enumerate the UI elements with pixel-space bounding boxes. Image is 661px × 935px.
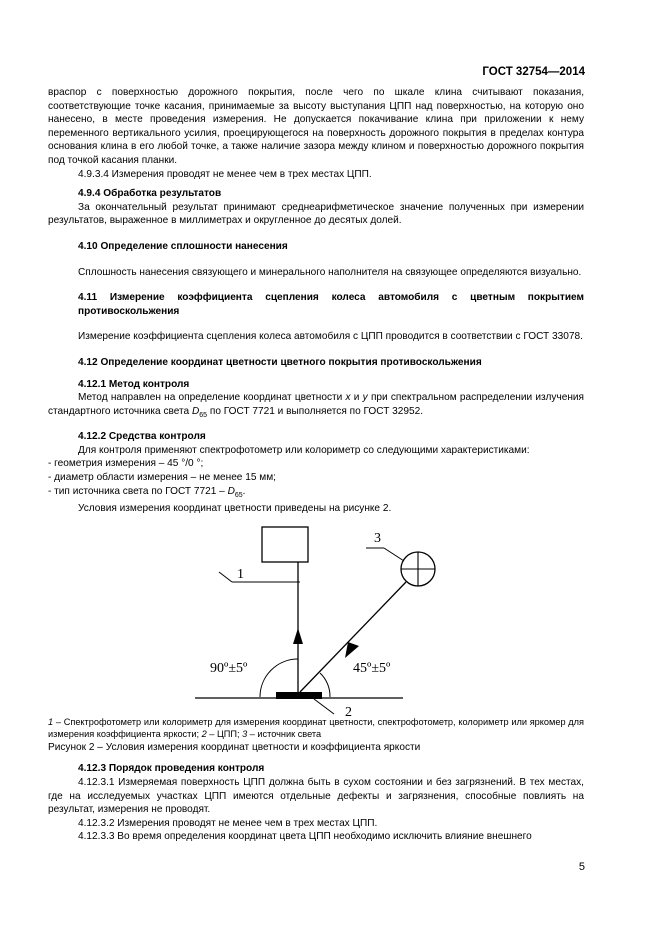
list-item: - тип источника света по ГОСТ $7721 - D_{65}$. [48, 485, 246, 499]
paragraph: Метод направлен на определение координат цветности x и y при спектральном распределении излучения стандартного источника света $D_{65}$ по ГОСТ 7721 и выполняется по ГОСТ 32952. [48, 392, 585, 419]
paragraph: Для контроля применяют спектрофотометр или колориметр со следующими характеристиками: [78, 444, 530, 456]
incident-arrow [345, 642, 359, 658]
paragraph: 4.12.3.2 Измерения проводят не менее чем в трех местах ЦПП. [78, 817, 378, 829]
angle-arc-90 [260, 659, 298, 697]
figure-caption: 1 – Спектрофотометр или колориметр для измерения координат цветности, спектрофотометр, колориметр или яркомер для измерения коэффициента яркости; 2 – ЦПП; 3 – источник света [48, 716, 584, 740]
angle-label-45: 45º±5º [353, 660, 391, 676]
section-heading: 4.10 Определение сплошности нанесения [78, 240, 288, 252]
section-heading: 4.12.3 Порядок проведения контроля [78, 763, 265, 775]
document-header: ГОСТ 32754—2014 [482, 66, 585, 78]
document-body [48, 86, 584, 844]
measurement-geometry-diagram [48, 516, 584, 716]
page-number: 5 [578, 861, 585, 873]
list-item: - геометрия измерения – 45 °/0 °; [48, 458, 204, 470]
reflection-arrow [293, 628, 303, 644]
instrument-box [262, 527, 308, 562]
section-heading: 4.12.1 Метод контроля [78, 378, 190, 390]
section-heading: 4.12.2 Средства контроля [78, 431, 206, 443]
label-1: 1 [237, 566, 244, 582]
sample-cpp [276, 692, 322, 699]
section-heading: 4.11 Измерение коэффициента сцепления колеса автомобиля с цветным покрытием противоскольжения [78, 292, 584, 317]
paragraph: 4.12.3.1 Измеряемая поверхность ЦПП должна быть в сухом состоянии и без загрязнений. В тех местах, где на исследуемых участках ЦПП имеются отдельные дефекты и загрязнения, способные повлиять на результат, измерения не проводят. [48, 777, 584, 816]
label-2: 2 [345, 704, 352, 716]
paragraph: Измерение коэффициента сцепления колеса автомобиля с ЦПП проводится в соответствии с ГОСТ 33078. [78, 331, 583, 343]
label-2-leader [314, 699, 334, 714]
label-3-leader [384, 548, 404, 561]
paragraph: За окончательный результат принимают среднеарифметическое значение полученных при измерении результатов, выраженное в миллиметрах и округленное до десятых долей. [48, 201, 584, 227]
label-1-leader [219, 572, 232, 582]
paragraph: Сплошность нанесения связующего и минерального наполнителя на связующее определяются визуально. [78, 266, 582, 278]
figure-diagram [48, 516, 584, 716]
label-3: 3 [374, 530, 381, 546]
figure-title: Рисунок 2 – Условия измерения координат цветности и коэффициента яркости [48, 741, 421, 753]
paragraph: 4.9.3.4 Измерения проводят не менее чем в трех местах ЦПП. [78, 168, 372, 180]
angle-label-90: 90º±5º [210, 660, 248, 676]
list-item: - диаметр области измерения – не менее 15 мм; [48, 472, 276, 484]
paragraph: Условия измерения координат цветности приведены на рисунке 2. [78, 503, 392, 515]
section-heading: 4.12 Определение координат цветности цветного покрытия противоскольжения [78, 356, 482, 368]
paragraph: враспор с поверхностью дорожного покрытия, после чего по шкале клина считывают показания, соответствующие точке касания, принимаемые за высоту выступания ЦПП над поверхностью, на которую оно нанесено, в месте проведения измерения. Не допускается покачивание клина при приложении к нему переменного вертикального усилия, проецирующегося на поверхность дорожного покрытия в пределах контура основания клина в его любой точке, а также наличие зазора между клином и поверхностью дорожного покрытия под точкой касания планки. [48, 87, 584, 166]
paragraph: 4.12.3.3 Во время определения координат цвета ЦПП необходимо исключить влияние внешнего [78, 831, 532, 843]
section-heading: 4.9.4 Обработка результатов [78, 188, 222, 200]
